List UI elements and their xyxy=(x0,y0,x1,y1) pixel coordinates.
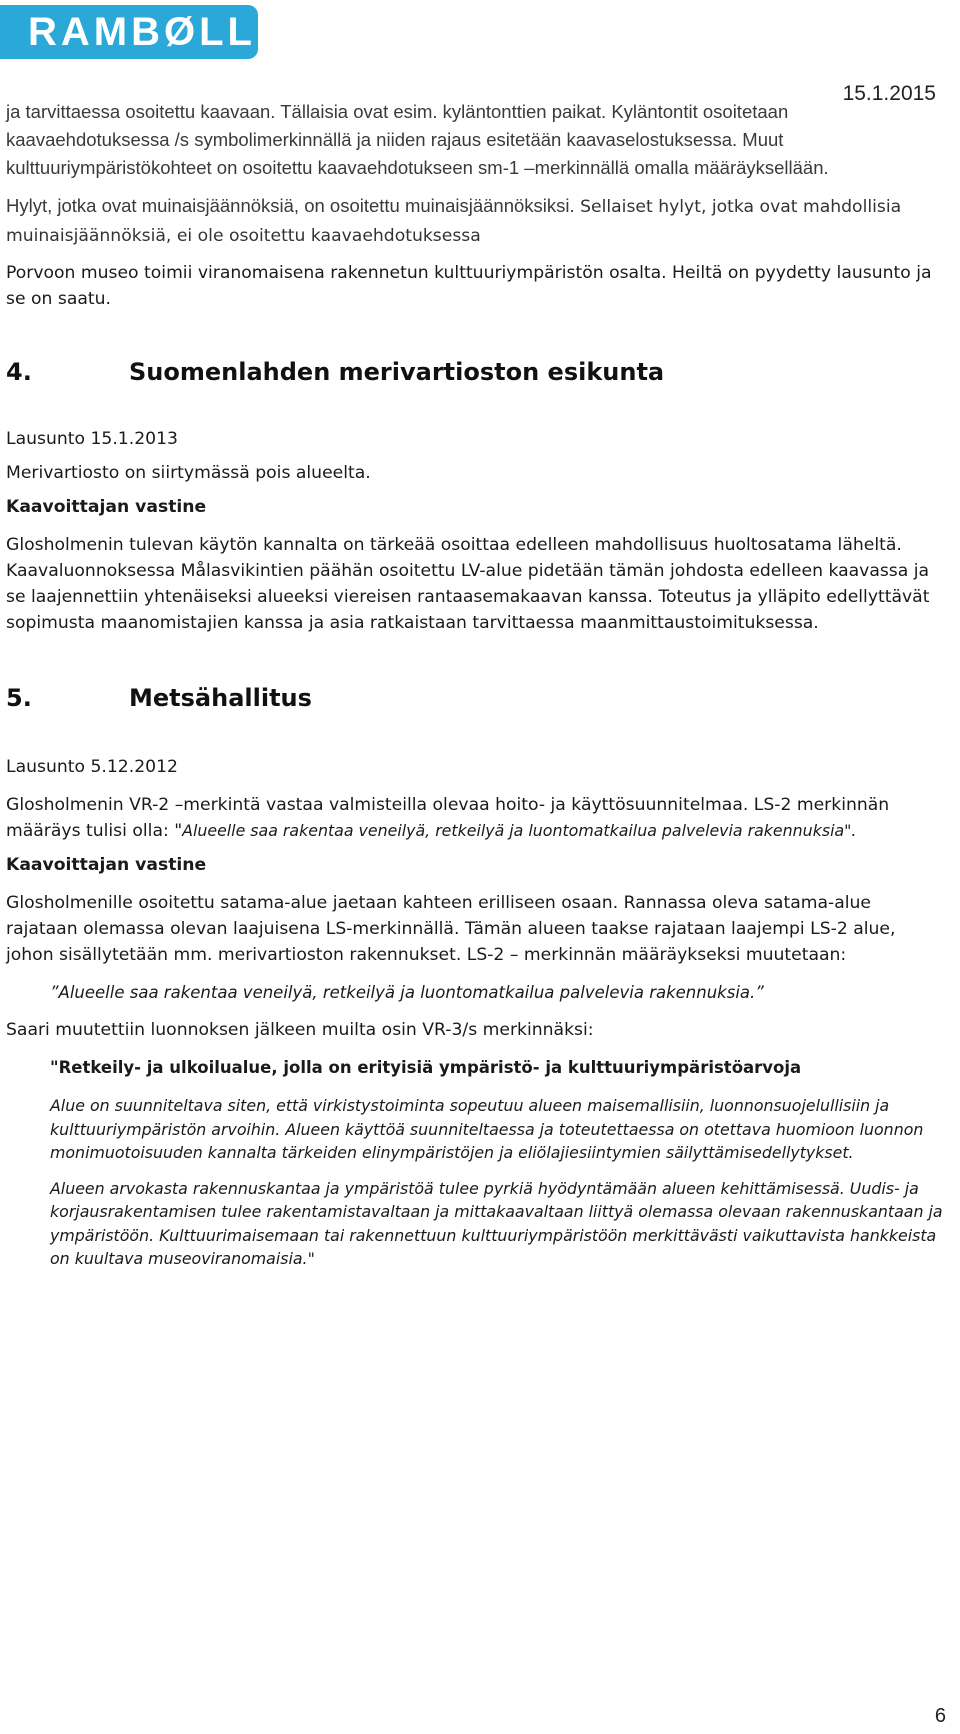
section-5-heading xyxy=(6,684,948,712)
section-5-number: 5. xyxy=(6,684,32,712)
document-date: 15.1.2015 xyxy=(842,82,936,105)
section-4-number: 4. xyxy=(6,358,32,386)
section-5-statement-date: Lausunto 5.12.2012 xyxy=(6,757,178,777)
ramboll-logo xyxy=(0,5,258,59)
section-5-response-heading: Kaavoittajan vastine xyxy=(6,855,207,875)
intro-paragraph-2b: Sellaiset hylyt, jotka ovat mahdollisia muinaisjäännöksiä, ei ole osoitettu kaavaehdotuksessa xyxy=(6,197,902,246)
intro-paragraph-2 xyxy=(6,192,948,250)
vr3-title: "Retkeily- ja ulkoilualue, jolla on erityisiä ympäristö- ja kulttuuriympäristöarvoja xyxy=(50,1058,802,1077)
vr3-paragraph-2: Alueen arvokasta rakennuskantaa ja ympäristöä tulee pyrkiä hyödyntämään alueen kehittämisessä. Uudis- ja korjausrakentamisen tulee rakentamistavaltaan ja mittakaavaltaan liittyä olemassa olevaan rakennuskantaan ja ympäristöön. Kulttuurimaisemaan tai rakennettuun kulttuuriympäristöön merkittävästi vaikuttavista hankkeista on kuultava museoviranomaisia." xyxy=(50,1178,943,1268)
section-4-response-text: Glosholmenin tulevan käytön kannalta on tärkeää osoittaa edelleen mahdollisuus huoltosatama läheltä. Kaavaluonnoksessa Målasvikintien päähän osoitettu LV-alue pidetään tämän johdosta edelleen kaavassa ja se laajennettiin yhtenäiseksi alueeksi viereisen rantaasemakaavan kanssa. Toteutus ja ylläpito edellyttävät sopimusta maanomistajien kanssa ja asia ratkaistaan tarvittaessa maanmittaustoimituksessa. xyxy=(6,535,930,633)
page-number: 6 xyxy=(934,1705,946,1727)
section-4-statement-text: Merivartiosto on siirtymässä pois alueelta. xyxy=(6,463,371,483)
logo-text: RAMBØLL xyxy=(28,9,256,54)
section-5-statement xyxy=(6,792,948,844)
document-body xyxy=(6,98,948,1271)
section-5-title: Metsähallitus xyxy=(129,684,312,712)
section-4-response-heading: Kaavoittajan vastine xyxy=(6,497,207,517)
new-regulation-quote: ”Alueelle saa rakentaa veneilyä, retkeilyä ja luontomatkailua palvelevia rakennuksia.” xyxy=(50,983,764,1002)
section-4-heading xyxy=(6,358,948,386)
section-5-statement-quote: Alueelle saa rakentaa veneilyä, retkeilyä ja luontomatkailua palvelevia rakennuksia". xyxy=(182,821,857,840)
section-5-response-text: Glosholmenille osoitettu satama-alue jaetaan kahteen erilliseen osaan. Rannassa oleva satama-alue rajataan olemassa olevan laajuisena LS-merkinnällä. Tämän alueen taakse rajataan laajempi LS-2 alue, johon sisällytetään mm. merivartioston rakennukset. LS-2 – merkinnän määräykseksi muutetaan: xyxy=(6,893,896,965)
intro-paragraph-1: ja tarvittaessa osoitettu kaavaan. Tällaisia ovat esim. kyläntonttien paikat. Kyläntontit osoitetaan kaavaehdotuksessa /s symbolimerkinnällä ja niiden rajaus esitetään kaavaselostuksessa. Muut kulttuuriympäristökohteet on osoitettu kaavaehdotukseen sm-1 –merkinnällä omalla määräyksellään. xyxy=(6,101,829,178)
vr3-intro: Saari muutettiin luonnoksen jälkeen muilta osin VR-3/s merkinnäksi: xyxy=(6,1020,594,1040)
section-4-title: Suomenlahden merivartioston esikunta xyxy=(129,358,665,386)
intro-paragraph-3: Porvoon museo toimii viranomaisena rakennetun kulttuuriympäristön osalta. Heiltä on pyydetty lausunto ja se on saatu. xyxy=(6,263,932,309)
intro-paragraph-2a: Hylyt, jotka ovat muinaisjäännöksiä, on osoitettu muinaisjäännöksiksi. xyxy=(6,195,575,216)
section-5-statement-text: Glosholmenin VR-2 –merkintä vastaa valmisteilla olevaa hoito- ja käyttösuunnitelmaa. LS-2 merkinnän määräys tulisi olla: " xyxy=(6,795,890,841)
vr3-paragraph-1: Alue on suunniteltava siten, että virkistystoiminta sopeutuu alueen maisemallisiin, luonnonsuojelullisiin ja kulttuuriympäristön arvoihin. Alueen käyttöä suunniteltaessa ja toteutettaessa on otettava huomioon luonnon monimuotoisuuden kannalta tärkeiden elinympäristöjen ja eliölajiesiintymien säilyttämisedellytykset. xyxy=(50,1096,924,1162)
section-4-statement-date: Lausunto 15.1.2013 xyxy=(6,429,178,449)
